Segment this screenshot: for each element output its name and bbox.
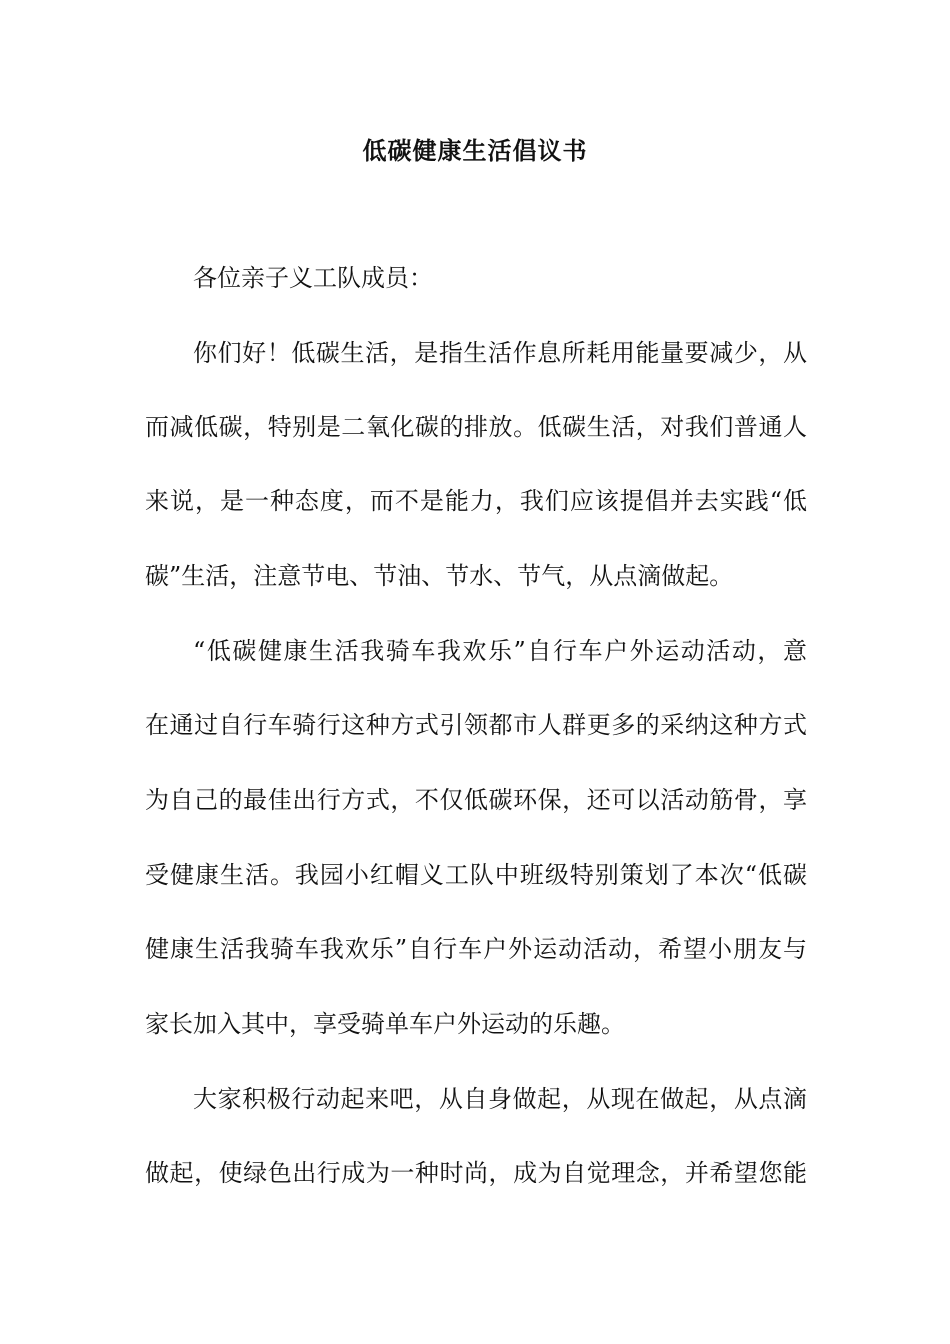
body-line: 为自己的最佳出行方式，不仅低碳环保，还可以活动筋骨，享 [145,786,807,814]
salutation-line: 各位亲子义工队成员： [193,264,433,292]
body-line: 家长加入其中，享受骑单车户外运动的乐趣。 [145,1010,625,1038]
body-line: 在通过自行车骑行这种方式引领都市人群更多的采纳这种方式 [145,711,807,739]
body-line: 大家积极行动起来吧，从自身做起，从现在做起，从点滴 [193,1085,807,1113]
body-line: 做起，使绿色出行成为一种时尚，成为自觉理念，并希望您能 [145,1159,807,1187]
body-line: “低碳健康生活我骑车我欢乐”自行车户外运动活动，意 [193,637,807,665]
body-line: 来说，是一种态度，而不是能力，我们应该提倡并去实践“低 [145,487,807,515]
body-line: 受健康生活。我园小红帽义工队中班级特别策划了本次“低碳 [145,861,807,889]
body-line: 健康生活我骑车我欢乐”自行车户外运动活动，希望小朋友与 [145,935,807,963]
body-line: 你们好！低碳生活，是指生活作息所耗用能量要减少，从 [193,339,807,367]
body-line: 而减低碳，特别是二氧化碳的排放。低碳生活，对我们普通人 [145,413,807,441]
document-title: 低碳健康生活倡议书 [362,137,588,165]
body-line: 碳”生活，注意节电、节油、节水、节气，从点滴做起。 [145,562,734,590]
